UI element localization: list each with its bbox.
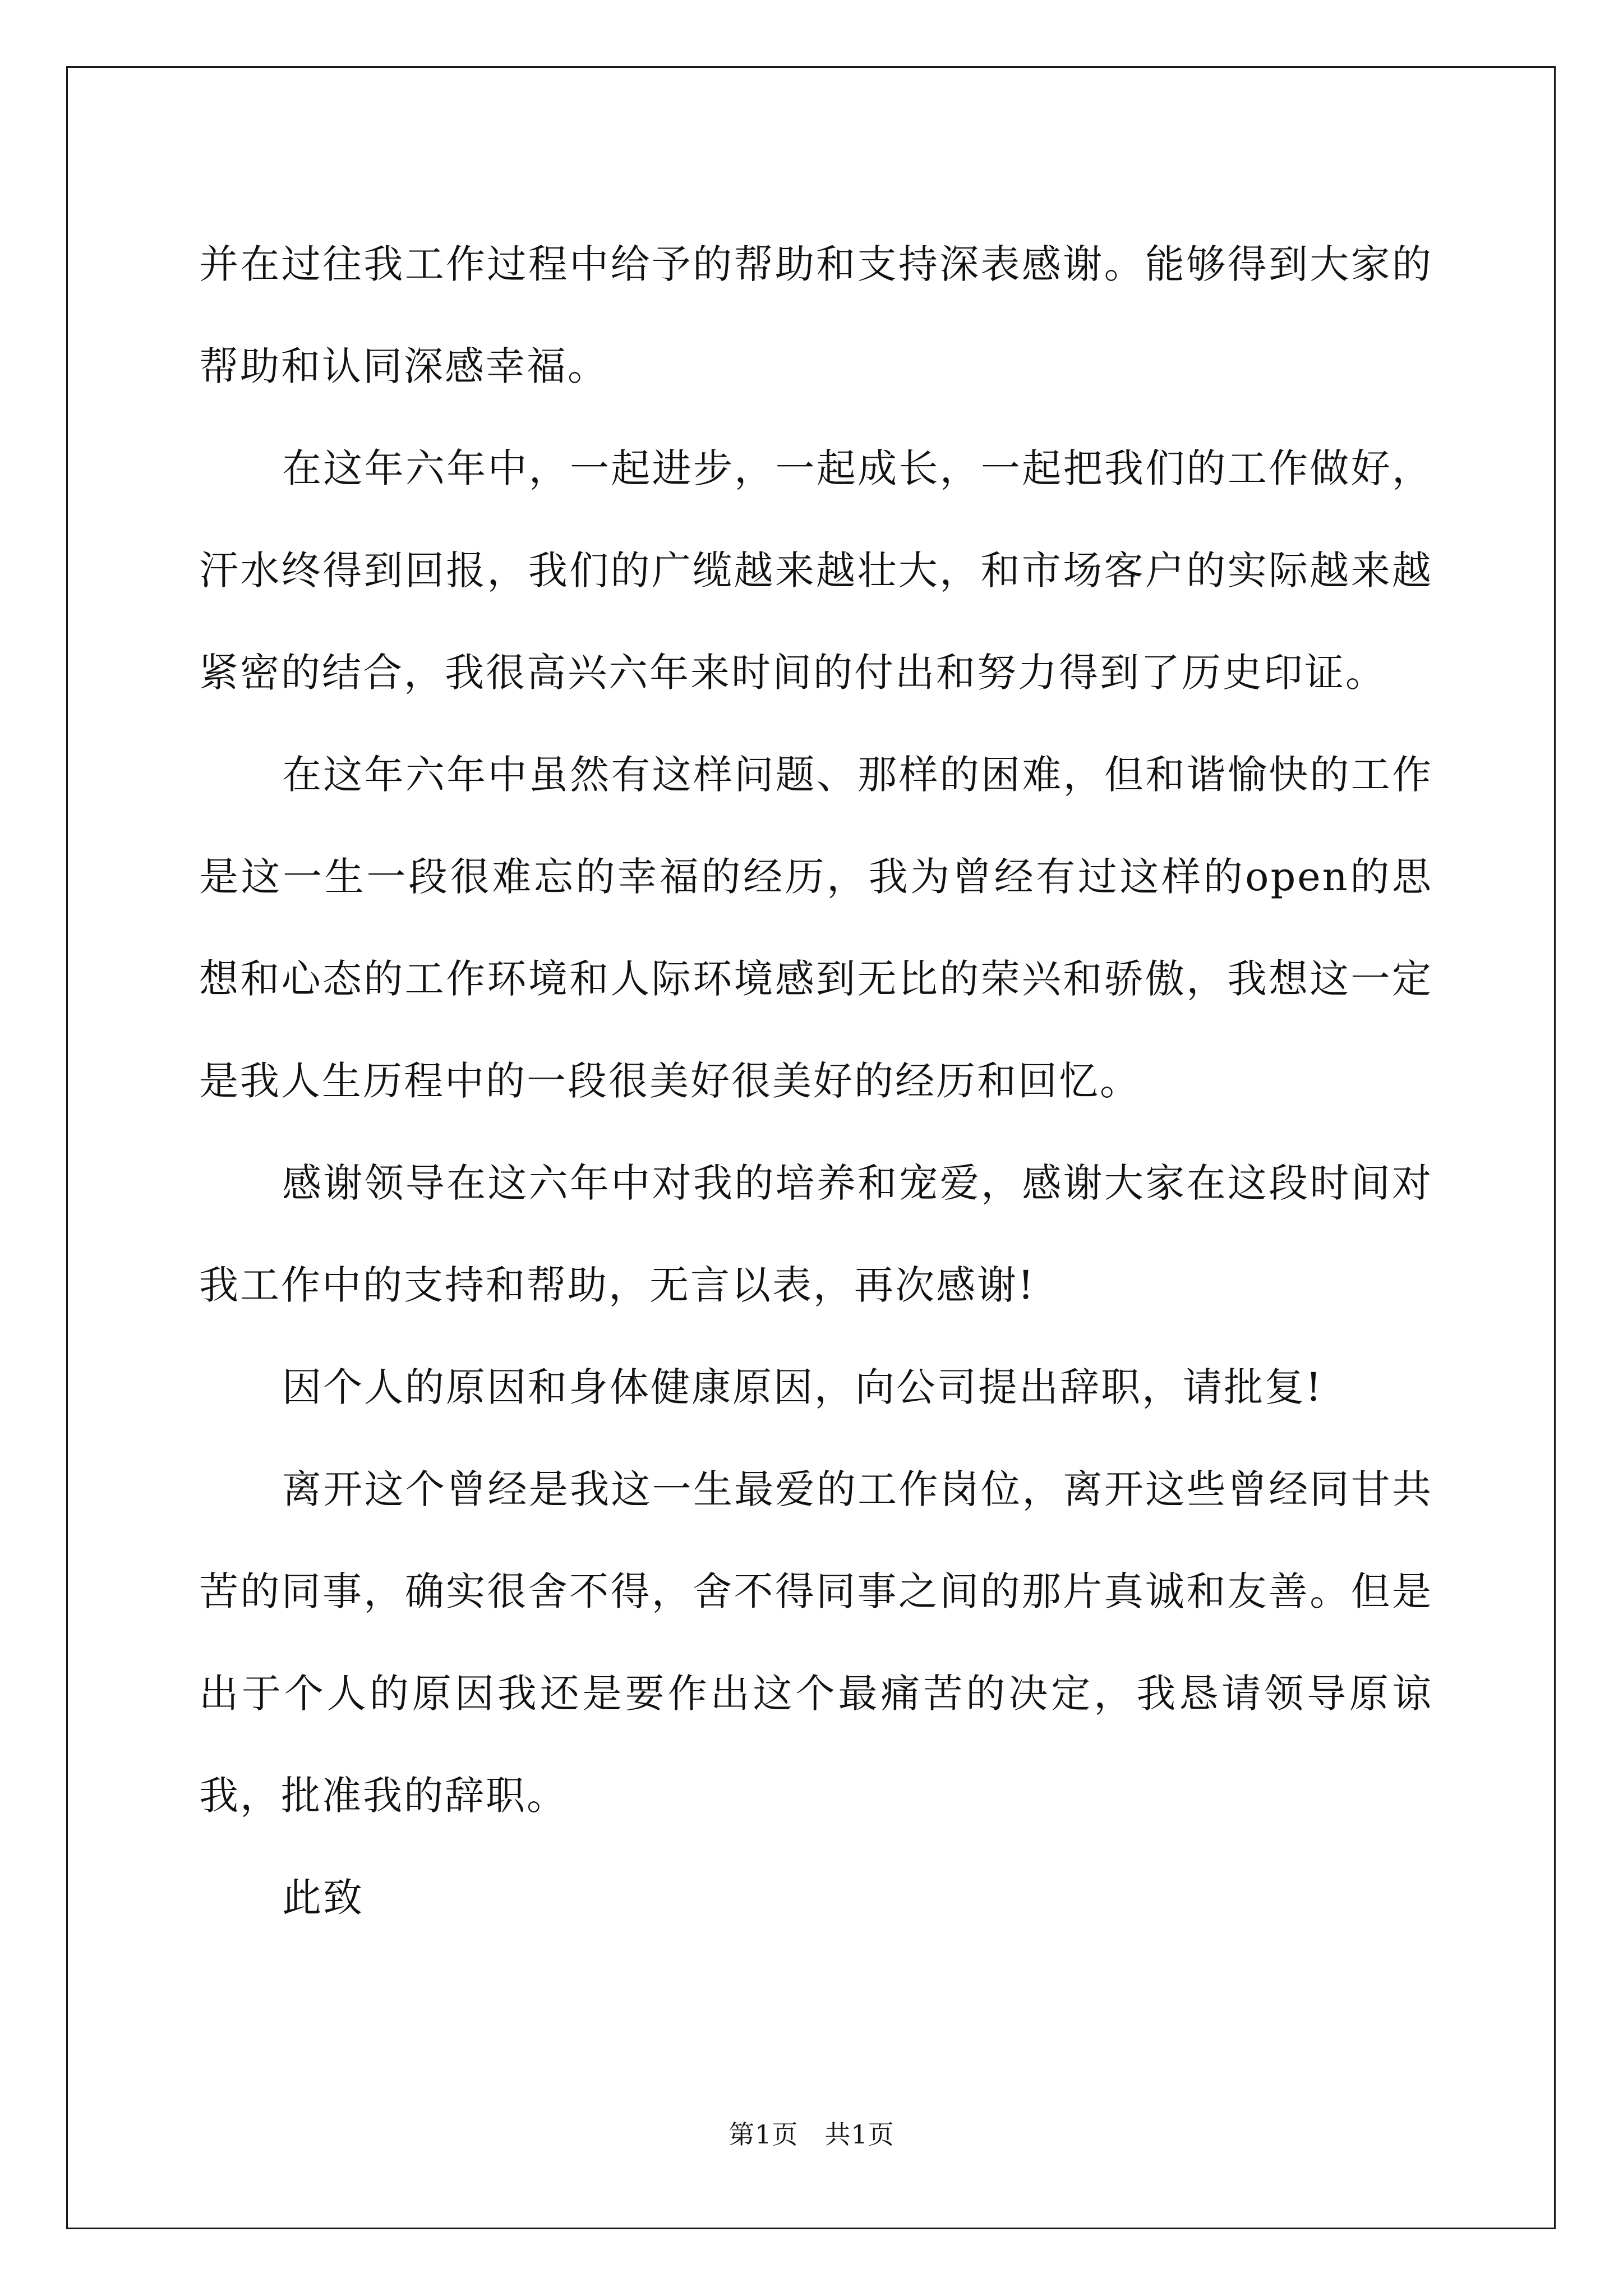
page-number-footer: 第1页 共1页	[728, 2119, 895, 2150]
paragraph-closing: 此致	[282, 1875, 364, 1921]
paragraph-six-years: 在这年六年中，一起进步，一起成长，一起把我们的工作做好，汗水终得到回报，我们的广缆越来越壮大，和市场客户的实际越来越紧密的结合，我很高兴六年来时间的付出和努力得到了历史印证。	[199, 445, 1433, 696]
paragraph-thanks-intro: 并在过往我工作过程中给予的帮助和支持深表感谢。能够得到大家的帮助和认同深感幸福。	[199, 241, 1433, 389]
paragraph-resignation-request: 因个人的原因和身体健康原因，向公司提出辞职，请批复!	[282, 1364, 1324, 1410]
paragraph-memories: 在这年六年中虽然有这样问题、那样的困难，但和谐愉快的工作是这一生一段很难忘的幸福的经历，我为曾经有过这样的open的思想和心态的工作环境和人际环境感到无比的荣兴和骄傲，我想这一定是我人生历程中的一段很美好很美好的经历和回忆。	[199, 752, 1433, 1104]
paragraph-farewell: 离开这个曾经是我这一生最爱的工作岗位，离开这些曾经同甘共苦的同事，确实很舍不得，舍不得同事之间的那片真诚和友善。但是出于个人的原因我还是要作出这个最痛苦的决定，我恳请领导原谅我，批准我的辞职。	[199, 1466, 1433, 1819]
letter-body	[199, 213, 1433, 1949]
paragraph-gratitude: 感谢领导在这六年中对我的培养和宠爱，感谢大家在这段时间对我工作中的支持和帮助，无言以表，再次感谢!	[199, 1160, 1433, 1308]
